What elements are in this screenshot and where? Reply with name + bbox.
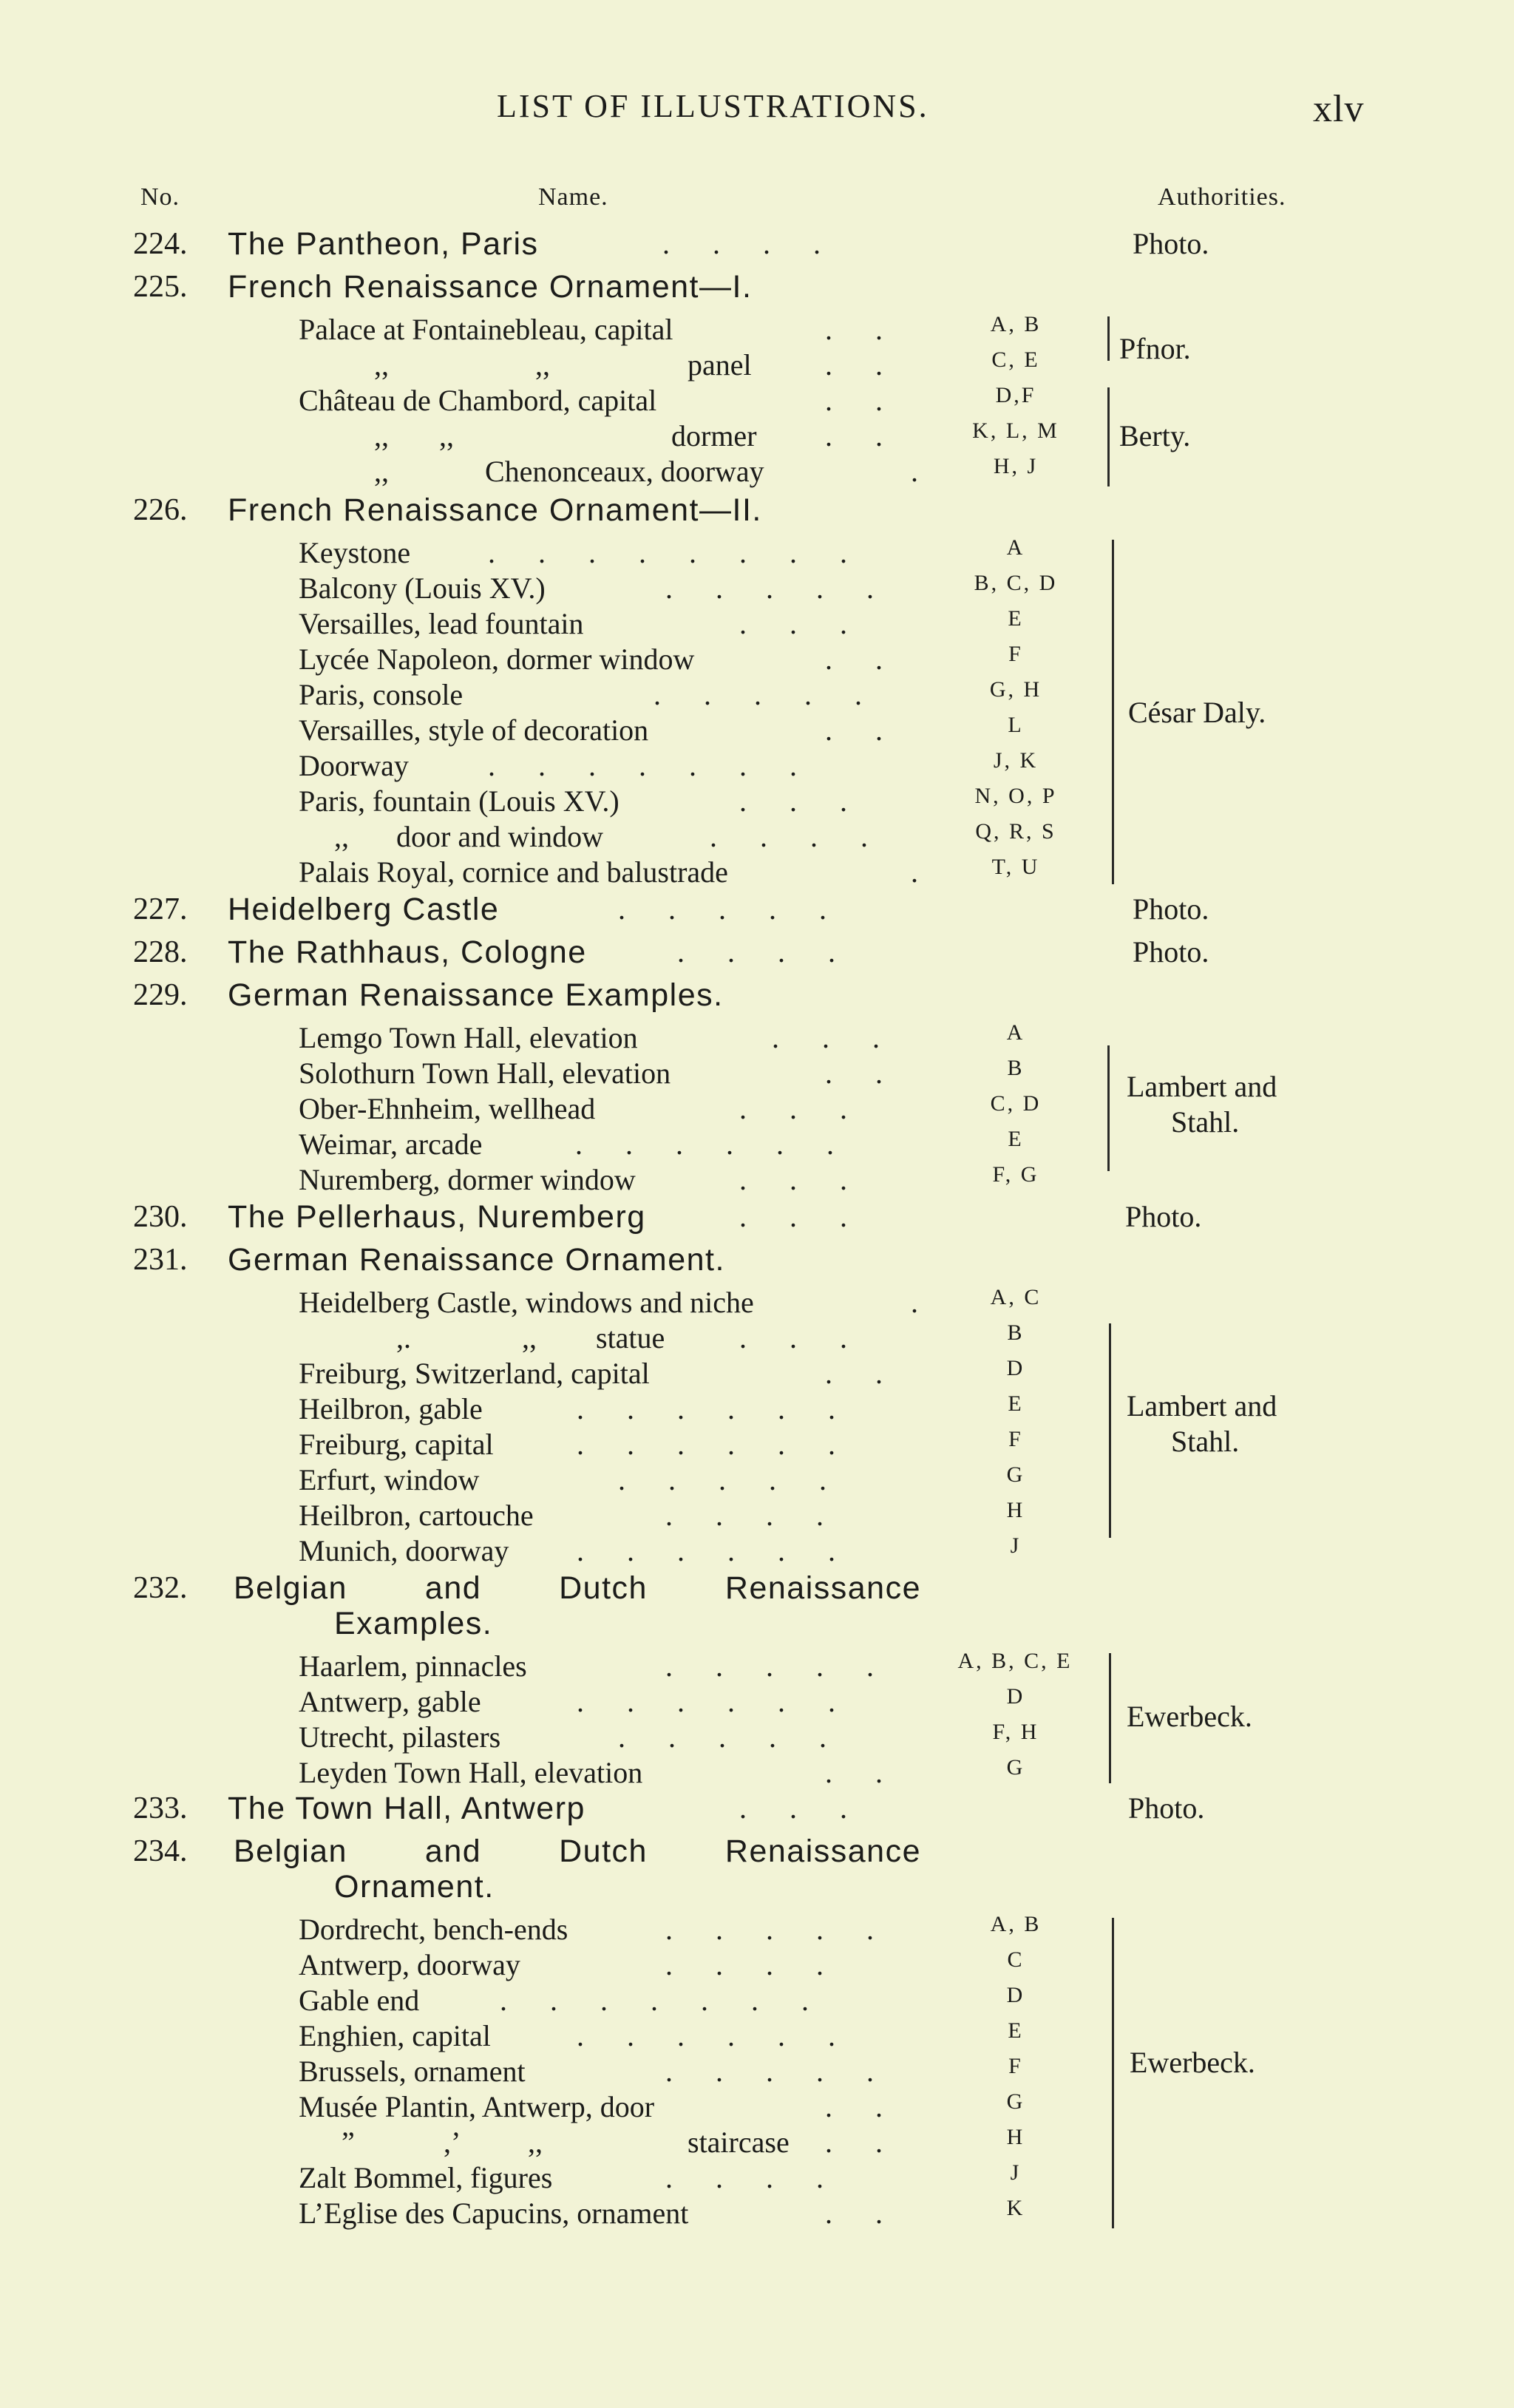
brace xyxy=(1099,1653,1111,1783)
entry-title xyxy=(234,1570,921,1607)
running-title: LIST OF ILLUSTRATIONS. xyxy=(497,88,929,124)
figure-letters: C, D xyxy=(990,1091,1042,1116)
list-item xyxy=(0,454,1514,489)
item-name: Utrecht, pilasters xyxy=(299,1720,501,1754)
figure-letters: F, H xyxy=(992,1720,1039,1744)
title-word: Dutch xyxy=(559,1834,648,1869)
item-name: Antwerp, doorway xyxy=(299,1948,520,1981)
list-item xyxy=(0,713,1514,748)
item-name: Heilbron, gable xyxy=(299,1392,483,1425)
dot-leader: . . . xyxy=(739,1200,865,1233)
dot-leader: . xyxy=(911,1286,936,1319)
list-entry xyxy=(0,892,1514,927)
entry-number: 227. xyxy=(133,892,188,926)
authority: Berty. xyxy=(1119,419,1191,452)
item-name: Versailles, lead fountain xyxy=(299,607,584,640)
entry-number: 230. xyxy=(133,1200,188,1234)
dot-leader: . . . . xyxy=(662,227,838,260)
item-name: Freiburg, capital xyxy=(299,1428,494,1461)
list-item xyxy=(0,1947,1514,1983)
list-entry xyxy=(0,492,1514,528)
figure-letters: T, U xyxy=(991,855,1040,879)
dot-leader: . . . . xyxy=(665,1948,841,1981)
list-entry xyxy=(0,226,1514,262)
figure-letters: B, C, D xyxy=(974,571,1058,595)
dot-leader: . . . . . xyxy=(665,2055,892,2088)
figure-letters: G xyxy=(1006,1462,1025,1487)
figure-letters: E xyxy=(1008,1127,1024,1151)
item-name: Freiburg, Switzerland, capital xyxy=(299,1357,650,1390)
authority: César Daly. xyxy=(1128,696,1266,729)
list-item xyxy=(0,347,1514,383)
brace xyxy=(1097,1045,1110,1171)
item-name: panel xyxy=(688,348,752,381)
figure-letters: E xyxy=(1008,1391,1024,1416)
title-word: Renaissance xyxy=(724,1834,921,1869)
list-item xyxy=(0,2125,1514,2160)
dot-leader: . . . xyxy=(772,1021,897,1054)
figure-letters: A xyxy=(1006,535,1025,560)
authority: Photo. xyxy=(1133,935,1209,969)
item-name: statue xyxy=(596,1321,665,1354)
list-entry xyxy=(0,1199,1514,1235)
dot-leader: . . xyxy=(825,1057,900,1090)
figure-letters: C xyxy=(1007,1947,1025,1972)
running-head xyxy=(0,87,1514,132)
authority: Lambert and xyxy=(1127,1070,1277,1103)
figure-letters: J xyxy=(1010,2160,1022,2185)
figure-letters: H xyxy=(1006,1498,1025,1522)
ditto-mark: ,’ xyxy=(444,2126,461,2159)
item-name: Nuremberg, dormer window xyxy=(299,1163,636,1196)
list-item xyxy=(0,571,1514,606)
list-entry-continuation xyxy=(0,1606,1514,1641)
dot-leader: . . . . . . . xyxy=(488,749,815,782)
list-item xyxy=(0,1162,1514,1198)
entry-number: 226. xyxy=(133,493,188,527)
ditto-mark: ,, xyxy=(522,1321,537,1354)
list-entry xyxy=(0,977,1514,1013)
entry-title: The Rathhaus, Cologne xyxy=(228,935,587,970)
entry-number: 234. xyxy=(133,1834,188,1868)
item-name: Erfurt, window xyxy=(299,1463,480,1496)
entry-number: 232. xyxy=(133,1571,188,1605)
page-number: xlv xyxy=(1313,88,1365,130)
authority: Ewerbeck. xyxy=(1130,2046,1255,2079)
dot-leader: . xyxy=(911,455,936,488)
item-name: Palais Royal, cornice and balustrade xyxy=(299,855,728,889)
entry-number: 225. xyxy=(133,270,188,304)
ditto-mark: ,. xyxy=(396,1321,411,1354)
list-item xyxy=(0,1912,1514,1947)
dot-leader: . . . xyxy=(739,1791,865,1825)
item-name: Zalt Bommel, figures xyxy=(299,2161,553,2194)
dot-leader: . . . . xyxy=(710,820,886,853)
list-item xyxy=(0,855,1514,890)
column-heading-authorities: Authorities. xyxy=(1158,183,1286,211)
figure-letters: L xyxy=(1008,713,1024,737)
item-name: Paris, fountain (Louis XV.) xyxy=(299,784,619,818)
item-name: Balcony (Louis XV.) xyxy=(299,572,546,605)
list-item xyxy=(0,1684,1514,1720)
figure-letters: G xyxy=(1006,2089,1025,2114)
dot-leader: . . xyxy=(825,384,900,417)
dot-leader: . . . . . . xyxy=(577,1392,853,1425)
dot-leader: . . . . xyxy=(665,2161,841,2194)
figure-letters: K xyxy=(1006,2196,1025,2220)
dot-leader: . . . . . . xyxy=(577,1428,853,1461)
list-item xyxy=(0,2054,1514,2089)
authority: Ewerbeck. xyxy=(1127,1700,1252,1733)
figure-letters: E xyxy=(1008,606,1024,631)
list-item xyxy=(0,784,1514,819)
title-word: and xyxy=(424,1570,482,1606)
figure-letters: F xyxy=(1008,642,1023,666)
figure-letters: H xyxy=(1006,2125,1025,2149)
item-name: Paris, console xyxy=(299,678,464,711)
figure-letters: J xyxy=(1010,1533,1022,1558)
list-item xyxy=(0,642,1514,677)
list-item xyxy=(0,748,1514,784)
figure-letters: D,F xyxy=(995,383,1036,407)
list-item xyxy=(0,1649,1514,1684)
list-item xyxy=(0,1391,1514,1427)
dot-leader: . . . . . xyxy=(618,1463,844,1496)
list-entry xyxy=(0,1242,1514,1278)
figure-letters: E xyxy=(1008,2018,1024,2043)
dot-leader: . . . xyxy=(739,784,865,818)
item-name: Lycée Napoleon, dormer window xyxy=(299,642,695,676)
item-name: Antwerp, gable xyxy=(299,1685,481,1718)
item-name: door and window xyxy=(396,820,603,853)
item-name: Doorway xyxy=(299,749,409,782)
authority: Stahl. xyxy=(1171,1425,1240,1458)
brace xyxy=(1097,387,1110,486)
dot-leader: . . . . . . . . xyxy=(488,536,865,569)
title-word: Dutch xyxy=(559,1570,648,1606)
dot-leader: . . . xyxy=(739,1163,865,1196)
dot-leader: . . . . . . xyxy=(577,1534,853,1567)
dot-leader: . . xyxy=(825,1756,900,1789)
ditto-mark: ,, xyxy=(528,2126,543,2159)
list-entry xyxy=(0,1791,1514,1826)
list-item xyxy=(0,1498,1514,1533)
figure-letters: D xyxy=(1006,1983,1025,2007)
list-item xyxy=(0,1285,1514,1320)
dot-leader: . . . xyxy=(739,1321,865,1354)
dot-leader: . . . xyxy=(739,607,865,640)
dot-leader: . . . . . xyxy=(618,1720,844,1754)
entry-title-line2: Ornament. xyxy=(334,1869,495,1905)
item-name: Keystone xyxy=(299,536,411,569)
dot-leader: . . xyxy=(825,1357,900,1390)
dot-leader: . . . . . . xyxy=(577,1685,853,1718)
dot-leader: . . . . . xyxy=(654,678,880,711)
entry-title: The Town Hall, Antwerp xyxy=(228,1791,585,1826)
item-name: Ober-Ehnheim, wellhead xyxy=(299,1092,596,1125)
item-name: L’Eglise des Capucins, ornament xyxy=(299,2197,689,2230)
authority: Photo. xyxy=(1133,892,1209,926)
entry-title: French Renaissance Ornament—I. xyxy=(228,269,753,305)
figure-letters: A xyxy=(1006,1020,1025,1045)
item-name: Château de Chambord, capital xyxy=(299,384,657,417)
list-item xyxy=(0,1020,1514,1056)
dot-leader: . . . . . xyxy=(665,572,892,605)
column-heading-name: Name. xyxy=(538,183,608,211)
dot-leader: . . xyxy=(825,419,900,452)
list-item xyxy=(0,2196,1514,2231)
ditto-mark: ” xyxy=(342,2126,355,2159)
dot-leader: . . . . . . . xyxy=(500,1984,826,2017)
dot-leader: . . . . . . xyxy=(575,1127,852,1161)
title-word: Belgian xyxy=(234,1834,347,1869)
list-item xyxy=(0,2160,1514,2196)
item-name: Brussels, ornament xyxy=(299,2055,526,2088)
title-word: and xyxy=(424,1834,482,1869)
authority: Photo. xyxy=(1125,1200,1202,1233)
authority: Lambert and xyxy=(1127,1389,1277,1422)
brace xyxy=(1101,1918,1114,2228)
entry-title-line2: Examples. xyxy=(334,1606,493,1641)
brace xyxy=(1101,540,1114,884)
entry-number: 224. xyxy=(133,227,188,261)
list-item xyxy=(0,1533,1514,1569)
entry-number: 231. xyxy=(133,1243,188,1277)
figure-letters: G, H xyxy=(989,677,1042,702)
column-heading-no: No. xyxy=(140,183,180,211)
entry-title: The Pellerhaus, Nuremberg xyxy=(228,1199,646,1235)
brace xyxy=(1099,1323,1111,1538)
item-name: Palace at Fontainebleau, capital xyxy=(299,313,673,346)
figure-letters: D xyxy=(1006,1684,1025,1709)
dot-leader: . . . . xyxy=(665,1499,841,1532)
list-item xyxy=(0,1356,1514,1391)
ditto-mark: ,, xyxy=(535,348,550,381)
dot-leader: . . xyxy=(825,713,900,747)
dot-leader: . . . . xyxy=(677,935,853,969)
list-item xyxy=(0,819,1514,855)
item-name: Gable end xyxy=(299,1984,420,2017)
figure-letters: D xyxy=(1006,1356,1025,1380)
figure-letters: K, L, M xyxy=(972,418,1059,443)
figure-letters: A, B xyxy=(990,312,1042,336)
ditto-mark: ,, xyxy=(374,455,389,488)
item-name: Lemgo Town Hall, elevation xyxy=(299,1021,638,1054)
figure-letters: A, B xyxy=(990,1912,1042,1936)
figure-letters: B xyxy=(1007,1056,1025,1080)
entry-title: French Renaissance Ornament—II. xyxy=(228,492,762,528)
list-item xyxy=(0,1462,1514,1498)
authority: Photo. xyxy=(1133,227,1209,260)
list-entry xyxy=(0,935,1514,970)
dot-leader: . . . . . . xyxy=(577,2019,853,2052)
figure-letters: G xyxy=(1006,1755,1025,1780)
item-name: staircase xyxy=(688,2126,790,2159)
list-item xyxy=(0,418,1514,454)
figure-letters: Q, R, S xyxy=(975,819,1056,844)
item-name: Heilbron, cartouche xyxy=(299,1499,534,1532)
item-name: Enghien, capital xyxy=(299,2019,491,2052)
title-word: Belgian xyxy=(234,1570,347,1606)
item-name: Weimar, arcade xyxy=(299,1127,483,1161)
authority: Pfnor. xyxy=(1119,332,1191,365)
dot-leader: . . xyxy=(825,642,900,676)
item-name: Solothurn Town Hall, elevation xyxy=(299,1057,671,1090)
list-entry xyxy=(0,1570,1514,1606)
entry-title: German Renaissance Ornament. xyxy=(228,1242,725,1278)
list-entry xyxy=(0,1834,1514,1869)
ditto-mark: ,, xyxy=(439,419,454,452)
item-name: Haarlem, pinnacles xyxy=(299,1649,527,1683)
figure-letters: C, E xyxy=(991,347,1040,372)
list-item xyxy=(0,1091,1514,1127)
list-entry-continuation xyxy=(0,1869,1514,1905)
figure-letters: A, B, C, E xyxy=(957,1649,1073,1673)
figure-letters: F xyxy=(1008,1427,1023,1451)
list-item xyxy=(0,535,1514,571)
entry-title: Heidelberg Castle xyxy=(228,892,500,927)
list-item xyxy=(0,1755,1514,1791)
list-item xyxy=(0,1427,1514,1462)
ditto-mark: ,, xyxy=(374,348,389,381)
figure-letters: H, J xyxy=(993,454,1039,478)
ditto-mark: ,, xyxy=(334,820,349,853)
list-item xyxy=(0,1056,1514,1091)
entry-title: The Pantheon, Paris xyxy=(228,226,539,262)
entry-number: 233. xyxy=(133,1791,188,1825)
dot-leader: . . xyxy=(825,2126,900,2159)
figure-letters: A, C xyxy=(990,1285,1042,1309)
item-name: Versailles, style of decoration xyxy=(299,713,649,747)
brace xyxy=(1097,316,1110,361)
list-item xyxy=(0,1320,1514,1356)
figure-letters: F, G xyxy=(992,1162,1039,1187)
title-word: Renaissance xyxy=(724,1570,921,1606)
dot-leader: . . xyxy=(825,348,900,381)
list-item xyxy=(0,2089,1514,2125)
list-entry xyxy=(0,269,1514,305)
list-item xyxy=(0,1720,1514,1755)
item-name: dormer xyxy=(671,419,757,452)
entry-number: 228. xyxy=(133,935,188,969)
figure-letters: B xyxy=(1007,1320,1025,1345)
list-item xyxy=(0,383,1514,418)
authority: Stahl. xyxy=(1171,1105,1240,1139)
dot-leader: . . xyxy=(825,313,900,346)
figure-letters: J, K xyxy=(993,748,1039,773)
ditto-mark: ,, xyxy=(374,419,389,452)
list-item xyxy=(0,1983,1514,2018)
list-item xyxy=(0,2018,1514,2054)
list-item xyxy=(0,606,1514,642)
item-name: Dordrecht, bench-ends xyxy=(299,1913,568,1946)
figure-letters: F xyxy=(1008,2054,1023,2078)
dot-leader: . . xyxy=(825,2197,900,2230)
authority: Photo. xyxy=(1128,1791,1205,1825)
dot-leader: . . xyxy=(825,2090,900,2123)
item-name: Chenonceaux, doorway xyxy=(485,455,764,488)
dot-leader: . . . xyxy=(739,1092,865,1125)
entry-title xyxy=(234,1834,921,1870)
dot-leader: . . . . . xyxy=(665,1649,892,1683)
list-item xyxy=(0,1127,1514,1162)
dot-leader: . . . . . xyxy=(618,892,844,926)
dot-leader: . . . . . xyxy=(665,1913,892,1946)
entry-title: German Renaissance Examples. xyxy=(228,977,724,1013)
list-item xyxy=(0,312,1514,347)
entry-number: 229. xyxy=(133,978,188,1012)
item-name: Leyden Town Hall, elevation xyxy=(299,1756,643,1789)
list-item xyxy=(0,677,1514,713)
item-name: Musée Plantin, Antwerp, door xyxy=(299,2090,655,2123)
figure-letters: N, O, P xyxy=(974,784,1057,808)
dot-leader: . xyxy=(911,855,936,889)
item-name: Heidelberg Castle, windows and niche xyxy=(299,1286,754,1319)
item-name: Munich, doorway xyxy=(299,1534,509,1567)
